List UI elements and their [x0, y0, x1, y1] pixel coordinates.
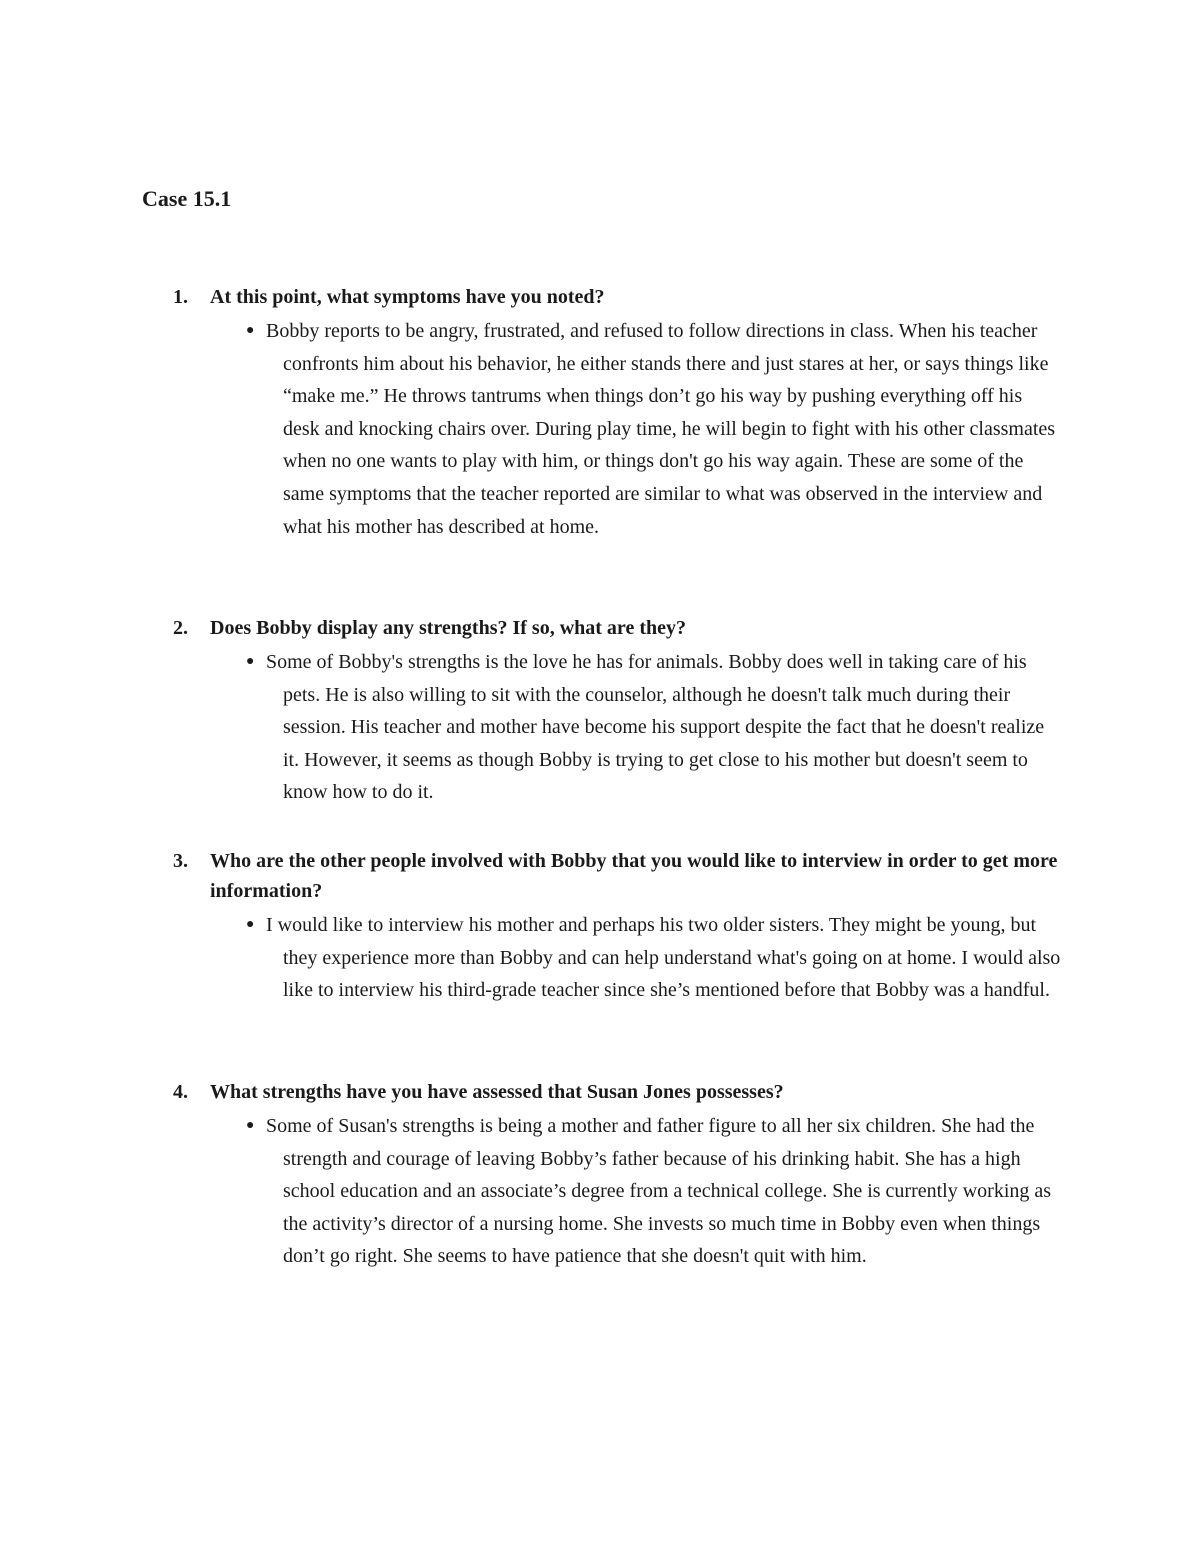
answer-block	[246, 1110, 1063, 1273]
bullet-icon: ●	[246, 654, 255, 669]
question-text: At this point, what symptoms have you noted?	[210, 286, 605, 308]
answer-block	[246, 646, 1063, 809]
question-item-3	[173, 846, 1073, 1007]
answer-text: I would like to interview his mother and perhaps his two older sisters. They might be young, but they experience more than Bobby and can help understand what's going on at home. I would also like to interview his third-grade teacher since she’s mentioned before that Bobby was a handful.	[266, 914, 1061, 1002]
question-number: 2.	[173, 617, 188, 639]
question-item-1	[173, 282, 1073, 543]
bullet-icon: ●	[246, 917, 255, 932]
question-item-4	[173, 1077, 1073, 1273]
bullet-icon: ●	[246, 1118, 255, 1133]
bullet-icon: ●	[246, 323, 255, 338]
question-text: Who are the other people involved with Bobby that you would like to interview in order to get more information?	[210, 850, 1058, 902]
document-title: Case 15.1	[142, 186, 232, 211]
question-text: Does Bobby display any strengths? If so, what are they?	[210, 617, 686, 639]
answer-text: Some of Bobby's strengths is the love he has for animals. Bobby does well in taking care of his pets. He is also willing to sit with the counselor, although he doesn't talk much during their session. His teacher and mother have become his support despite the fact that he doesn't realize it. However, it seems as though Bobby is trying to get close to his mother but doesn't seem to know how to do it.	[266, 651, 1045, 804]
question-item-2	[173, 613, 1073, 809]
question-text: What strengths have you have assessed that Susan Jones possesses?	[210, 1081, 784, 1103]
question-number: 3.	[173, 850, 188, 872]
question-number: 1.	[173, 286, 188, 308]
answer-text: Some of Susan's strengths is being a mother and father figure to all her six children. She had the strength and courage of leaving Bobby’s father because of his drinking habit. She has a high school education and an associate’s degree from a technical college. She is currently working as the activity’s director of a nursing home. She invests so much time in Bobby even when things don’t go right. She seems to have patience that she doesn't quit with him.	[266, 1115, 1052, 1268]
question-number: 4.	[173, 1081, 188, 1103]
answer-text: Bobby reports to be angry, frustrated, and refused to follow directions in class. When his teacher confronts him about his behavior, he either stands there and just stares at her, or says things like “make me.” He throws tantrums when things don’t go his way by pushing everything off his desk and knocking chairs over. During play time, he will begin to fight with his other classmates when no one wants to play with him, or things don't go his way again. These are some of the same symptoms that the teacher reported are similar to what was observed in the interview and what his mother has described at home.	[266, 320, 1056, 538]
answer-block	[246, 315, 1063, 543]
answer-block	[246, 909, 1063, 1007]
